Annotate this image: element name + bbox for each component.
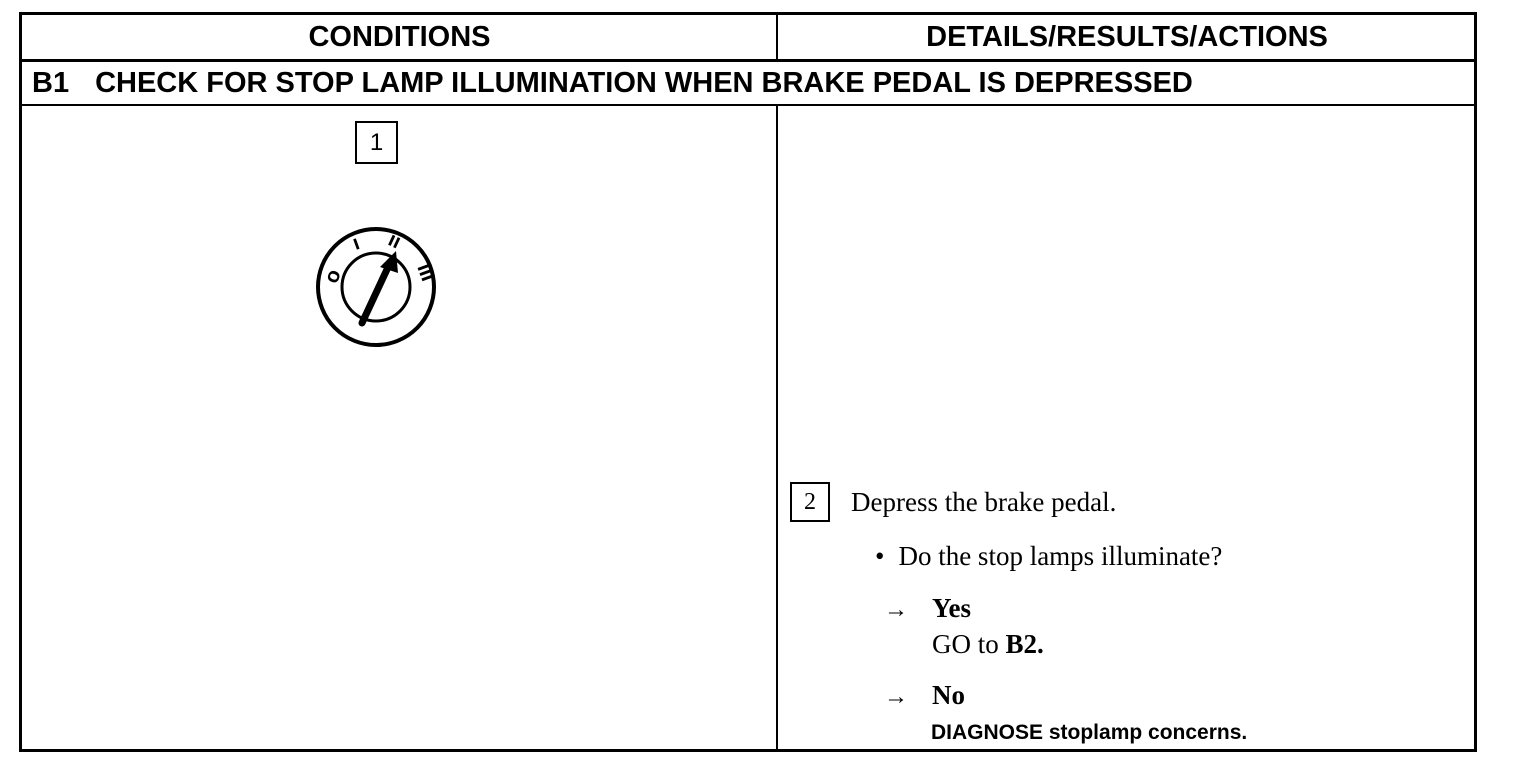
ignition-pos-1: I bbox=[350, 235, 363, 254]
no-label: No bbox=[932, 680, 965, 710]
header-divider bbox=[776, 15, 778, 61]
ignition-pos-2: II bbox=[385, 231, 403, 253]
title-rule bbox=[22, 104, 1474, 106]
step-box-1: 1 bbox=[355, 121, 398, 164]
question-text: Do the stop lamps illuminate? bbox=[898, 541, 1223, 571]
question-line bbox=[875, 541, 1222, 572]
bullet-icon: • bbox=[875, 541, 885, 571]
yes-action-target[interactable]: B2. bbox=[1005, 629, 1044, 659]
no-arrow-icon: → bbox=[884, 684, 908, 710]
step-title-text: CHECK FOR STOP LAMP ILLUMINATION WHEN BRAKE PEDAL IS DEPRESSED bbox=[95, 66, 1193, 99]
yes-action-prefix: GO to bbox=[932, 629, 999, 659]
diagnostic-table bbox=[19, 12, 1477, 752]
details-header: DETAILS/RESULTS/ACTIONS bbox=[926, 21, 1328, 53]
ignition-pos-0: O bbox=[323, 267, 345, 286]
column-divider bbox=[776, 106, 778, 752]
no-action: DIAGNOSE stoplamp concerns. bbox=[931, 721, 1248, 744]
yes-arrow-icon: → bbox=[884, 597, 908, 623]
ignition-switch-icon bbox=[314, 225, 438, 349]
instruction-text: Depress the brake pedal. bbox=[851, 487, 1117, 517]
ignition-pos-3: III bbox=[413, 262, 437, 284]
step-box-2: 2 bbox=[790, 482, 830, 522]
yes-label: Yes bbox=[932, 593, 971, 623]
step-title bbox=[32, 62, 1193, 104]
step-code: B1 bbox=[32, 66, 70, 99]
conditions-header: CONDITIONS bbox=[308, 21, 491, 53]
yes-action bbox=[932, 629, 1044, 660]
